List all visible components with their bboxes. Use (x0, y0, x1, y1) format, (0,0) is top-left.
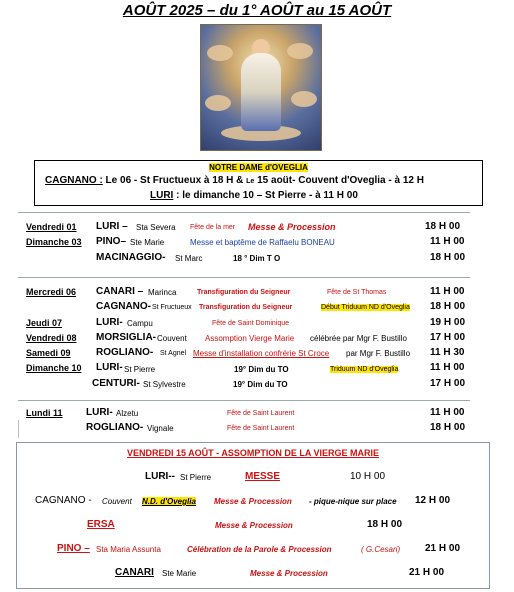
g2-day-3: Vendredi 08 (26, 333, 77, 343)
page-title: AOÛT 2025 – du 1° AOÛT au 15 AOÛT (122, 2, 392, 19)
g1-event-2: 18 ° Dim T O (233, 254, 281, 263)
g2-event-2: Fête de Saint Dominique (212, 320, 290, 327)
g1-event-1: Messe et baptême de Raffaelu BONEAU (190, 238, 335, 247)
g1-day-0: Vendredi 01 (26, 222, 77, 232)
divider (18, 277, 470, 278)
g2-time-4: 11 H 30 (430, 347, 465, 358)
b2-church-2: Couvent (102, 497, 132, 506)
g1-place-2: MACINAGGIO- (96, 252, 166, 263)
g2-event-5: 19° Dim du TO (234, 365, 289, 374)
g1-church-1: Ste Marie (130, 238, 165, 247)
oveglia-line-2: LURI : le dimanche 10 – St Pierre - à 11 H 00 (150, 190, 358, 201)
b2-time-3: 18 H 00 (367, 519, 403, 530)
g1-day-1: Dimanche 03 (26, 237, 82, 247)
g2-event2-5: Triduum ND d'Oveglia (330, 366, 399, 373)
oveglia-heading: NOTRE DAME d'OVEGLIA (209, 163, 308, 172)
g2-place-1: CAGNANO- (96, 301, 151, 312)
divider (18, 212, 470, 213)
g1-time-0: 18 H 00 (425, 221, 461, 232)
g2-event-0: Transfiguration du Seigneur (197, 289, 291, 296)
g2-event-1: Transfiguration du Seigneur (199, 304, 293, 311)
g2-day-2: Jeudi 07 (26, 318, 63, 328)
g3-time-0: 11 H 00 (430, 407, 465, 418)
g3-place-1: ROGLIANO- (86, 422, 144, 433)
g3-time-1: 18 H 00 (430, 422, 466, 433)
g2-event2-4: par Mgr F. Bustillo (346, 349, 411, 358)
b2-place-5: CANARI (115, 567, 154, 578)
g2-church-0: Marinca (148, 288, 177, 297)
g2-place-2: LURI- (96, 317, 123, 328)
g1-event-0: Fête de la mer (190, 224, 236, 231)
g2-day-5: Dimanche 10 (26, 363, 82, 373)
b2-place-3: ERSA (87, 519, 115, 530)
g2-day-4: Samedi 09 (26, 348, 71, 358)
g2-time-0: 11 H 00 (430, 286, 465, 297)
g1-time-2: 18 H 00 (430, 252, 466, 263)
g2-church-5: St Pierre (124, 365, 156, 374)
b2-place-1: LURI-- (145, 471, 175, 482)
g2-time-5: 11 H 00 (430, 362, 465, 373)
g1-event2-0: Messe & Procession (248, 222, 336, 232)
divider (18, 420, 19, 438)
oveglia-box (34, 160, 483, 206)
g2-church-6: St Sylvestre (143, 380, 186, 389)
b2-time-5: 21 H 00 (409, 567, 445, 578)
b2-church-4: Sta Maria Assunta (96, 545, 161, 554)
assumption-box (16, 442, 490, 589)
g2-time-3: 17 H 00 (430, 332, 466, 343)
assumption-heading: VENDREDI 15 AOÛT - ASSOMPTION DE LA VIERGE MARIE (126, 448, 380, 458)
g2-place-4: ROGLIANO- (96, 347, 154, 358)
assumption-painting (200, 24, 322, 151)
g2-time-6: 17 H 00 (430, 378, 466, 389)
g3-church-0: Alzetu (116, 409, 139, 418)
g2-church-2: Campu (127, 319, 153, 328)
b2-time-2: 12 H 00 (415, 495, 451, 506)
b2-event2-4: ( G.Cesari) (361, 545, 401, 554)
b2-church-5: Ste Marie (162, 569, 197, 578)
g2-event2-0: Fête de St Thomas (327, 289, 387, 296)
b2-time-4: 21 H 00 (425, 543, 461, 554)
g2-time-1: 18 H 00 (430, 301, 466, 312)
divider (18, 400, 470, 401)
b2-place-2: CAGNANO - (35, 495, 92, 506)
g3-day-0: Lundi 11 (26, 408, 63, 418)
g3-church-1: Vignale (147, 424, 174, 433)
b2-time-1: 10 H 00 (350, 471, 386, 482)
g2-place-6: CENTURI- (92, 378, 140, 389)
b2-place-4: PINO – (57, 543, 90, 554)
g2-event2-1: Début Triduum ND d'Oveglia (321, 304, 410, 311)
g2-church-3: Couvent (157, 334, 187, 343)
g2-place-5: LURI- (96, 362, 123, 373)
g1-church-0: Sta Severa (136, 223, 176, 232)
g2-place-3: MORSIGLIA- (96, 332, 156, 343)
g2-event-3: Assomption Vierge Marie (205, 334, 295, 343)
g2-event2-3: célébrée par Mgr F. Bustillo (310, 334, 407, 343)
g2-church-1: St Fructueux (152, 304, 192, 311)
b2-event-4: Célébration de la Parole & Procession (187, 545, 332, 554)
g1-place-1: PINO– (96, 236, 127, 247)
g3-place-0: LURI- (86, 407, 113, 418)
g2-event-6: 19° Dim du TO (233, 380, 288, 389)
b2-event-2: N.D. d'Oveglia (142, 497, 196, 506)
g2-day-0: Mercredi 06 (26, 287, 77, 297)
b2-church-1: St Pierre (180, 473, 212, 482)
g3-event-1: Fête de Saint Laurent (227, 425, 295, 432)
g1-time-1: 11 H 00 (430, 236, 465, 247)
b2-event-1: MESSE (245, 471, 281, 482)
b2-event-3: Messe & Procession (215, 521, 293, 530)
g2-event-4: Messe d'installation confrérie St Croce (193, 349, 330, 358)
oveglia-line-1: CAGNANO : Le 06 - St Fructueux à 18 H & Le 15 aoüt- Couvent d'Oveglia - à 12 H (45, 175, 424, 186)
b2-event-5: Messe & Procession (250, 569, 328, 578)
g1-place-0: LURI – (96, 221, 128, 232)
b2-event2-2: Messe & Procession (214, 497, 292, 506)
g1-church-2: St Marc (175, 254, 203, 263)
g2-place-0: CANARI – (96, 286, 144, 297)
b2-event3-2: - pique-nique sur place (309, 497, 397, 506)
g3-event-0: Fête de Saint Laurent (227, 410, 295, 417)
g2-church-4: St Agnel (160, 350, 187, 357)
g2-time-2: 19 H 00 (430, 317, 466, 328)
